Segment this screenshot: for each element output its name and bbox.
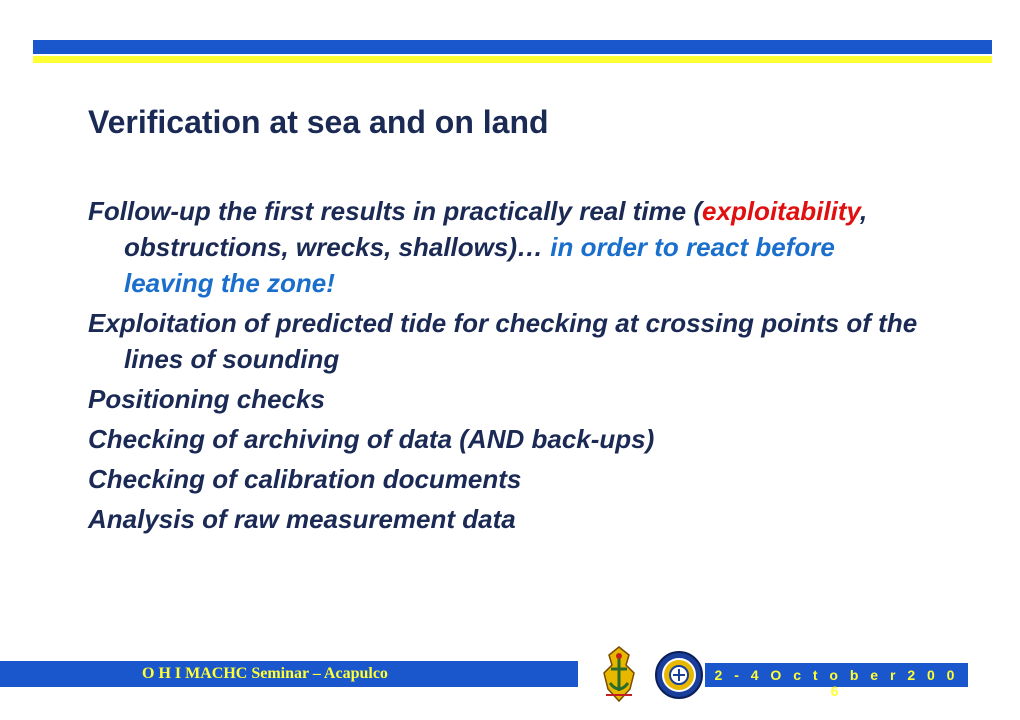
footer-seminar-label: O H I MACHC Seminar – Acapulco bbox=[142, 665, 388, 682]
slide-title: Verification at sea and on land bbox=[88, 104, 549, 140]
bullet-text: Follow-up the first results in practically real time ( bbox=[88, 196, 703, 226]
shom-seal-icon bbox=[654, 650, 704, 700]
bullet-highlight-red: exploitability bbox=[702, 196, 860, 226]
bullet-text: Positioning checks bbox=[88, 384, 325, 414]
bullet-item bbox=[88, 501, 928, 537]
bullet-item bbox=[88, 193, 928, 301]
header-yellow-bar bbox=[33, 56, 992, 63]
bullet-text: Checking of calibration documents bbox=[88, 464, 522, 494]
bullet-item bbox=[88, 461, 928, 497]
header-blue-bar bbox=[33, 40, 992, 54]
bullet-highlight-blue: in order to react before leaving the zone! bbox=[124, 232, 835, 298]
bullet-list bbox=[88, 193, 928, 541]
bullet-item bbox=[88, 305, 928, 377]
bullet-text: Exploitation of predicted tide for checking at crossing points of the lines of sounding bbox=[88, 308, 918, 374]
bullet-item bbox=[88, 381, 928, 417]
footer-date-label: 2 - 4 O c t o b e r 2 0 0 6 bbox=[714, 667, 959, 699]
bullet-text: , obstructions, wrecks, shallows)… bbox=[124, 196, 868, 262]
bullet-item bbox=[88, 421, 928, 457]
bullet-text: Checking of archiving of data (AND back-ups) bbox=[88, 424, 655, 454]
anchor-emblem-icon bbox=[596, 645, 642, 703]
bullet-text: Analysis of raw measurement data bbox=[88, 504, 516, 534]
